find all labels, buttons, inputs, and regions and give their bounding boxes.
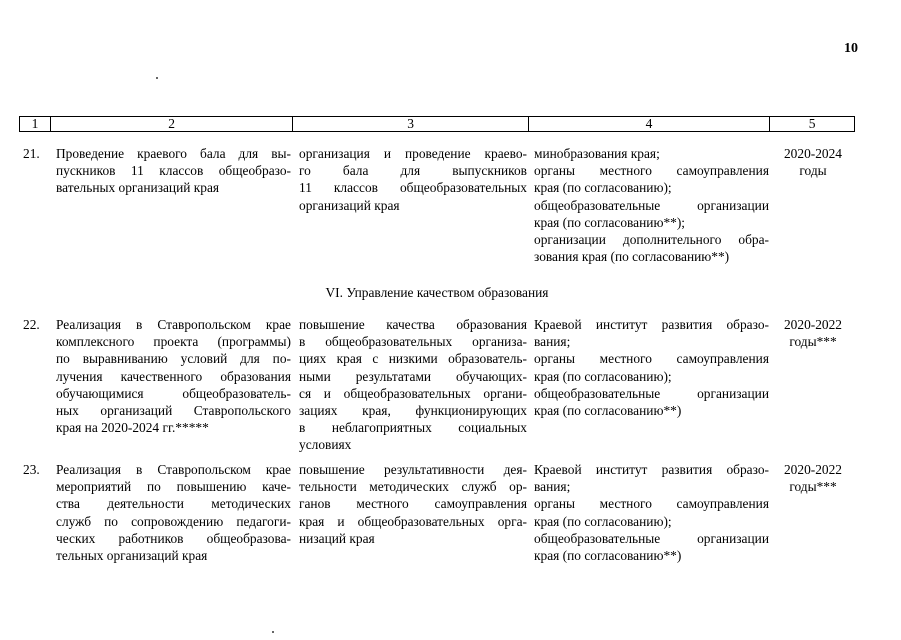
activity-name xyxy=(56,145,291,197)
text-line: Краевой институт развития образо- xyxy=(534,462,769,477)
text-line: условиях xyxy=(299,437,352,453)
text-line: ческих работников общеобразова- xyxy=(56,530,291,546)
text-line: общеобразовательные организации xyxy=(534,197,769,213)
text-line: годы xyxy=(799,163,827,179)
text-line: годы*** xyxy=(789,479,837,495)
text-line: Реализация в Ставропольском крае xyxy=(56,317,291,332)
text-line: комплексного проекта (программы) xyxy=(56,334,291,350)
text-line: 2020-2024 xyxy=(783,146,843,161)
text-line: зациях края, функционирующих xyxy=(299,403,527,419)
text-line: го бала для выпускников xyxy=(299,163,527,179)
text-line: общеобразовательные организации xyxy=(534,530,769,546)
text-line: организация и проведение краево- xyxy=(299,146,527,161)
text-line: вания; xyxy=(534,334,571,350)
text-line: органы местного самоуправления xyxy=(534,496,769,512)
column-number-5: 5 xyxy=(808,116,816,131)
section-title: VI. Управление качеством образования xyxy=(325,285,549,300)
text-line: вательных организаций края xyxy=(56,180,220,196)
text-line: зования края (по согласованию**) xyxy=(534,249,730,265)
text-line: организаций края xyxy=(299,197,400,213)
text-line: повышение результативности дея- xyxy=(299,462,527,477)
row-number: 23. xyxy=(23,462,40,477)
text-line: обучающимися общеобразователь- xyxy=(56,385,291,401)
text-line: низаций края xyxy=(299,530,375,546)
activity-term xyxy=(774,145,852,179)
column-number-1: 1 xyxy=(20,117,51,131)
text-line: края (по согласованию); xyxy=(534,180,672,196)
text-line: общеобразовательные организации xyxy=(534,385,769,401)
column-number-4: 4 xyxy=(529,117,770,131)
text-line: органы местного самоуправления xyxy=(534,351,769,367)
text-line: Реализация в Ставропольском крае xyxy=(56,462,291,477)
text-line: ганов местного самоуправления xyxy=(299,496,527,512)
activity-executors xyxy=(534,461,769,564)
text-line: лучения качественного образования xyxy=(56,368,291,384)
row-number: 22. xyxy=(23,317,40,332)
activity-term xyxy=(774,461,852,495)
activity-executors xyxy=(534,316,769,419)
text-line: мероприятий по повышению каче- xyxy=(56,479,291,495)
activity-goal xyxy=(299,145,527,214)
activity-goal xyxy=(299,316,527,454)
text-line: Краевой институт развития образо- xyxy=(534,317,769,332)
page-number: 10 xyxy=(844,41,858,56)
text-line: 2020-2022 xyxy=(783,317,843,332)
scan-speck xyxy=(156,77,158,79)
text-line: пускников 11 классов общеобразо- xyxy=(56,163,291,179)
text-line: по выравниванию условий для по- xyxy=(56,351,291,367)
text-line: края (по согласованию**) xyxy=(534,403,682,419)
text-line: повышение качества образования xyxy=(299,317,527,332)
text-line: вания; xyxy=(534,479,571,495)
text-line: края (по согласованию**) xyxy=(534,548,682,564)
text-line: тельности методических служб ор- xyxy=(299,479,527,495)
text-line: 2020-2022 xyxy=(783,462,843,477)
text-line: края (по согласованию); xyxy=(534,513,672,529)
column-number-header xyxy=(19,116,855,132)
activity-executors xyxy=(534,145,769,265)
text-line: организации дополнительного обра- xyxy=(534,232,769,248)
row-number: 21. xyxy=(23,146,40,161)
text-line: края (по согласованию**); xyxy=(534,214,686,230)
text-line: в неблагоприятных социальных xyxy=(299,420,527,436)
column-number-3: 3 xyxy=(293,117,528,131)
text-line: ся и общеобразовательных органи- xyxy=(299,385,527,401)
activity-name xyxy=(56,316,291,436)
text-line: в общеобразовательных организа- xyxy=(299,334,527,350)
text-line: годы*** xyxy=(789,334,837,350)
text-line: органы местного самоуправления xyxy=(534,163,769,179)
text-line: тельных организаций края xyxy=(56,548,208,564)
text-line: служб по сопровождению педагоги- xyxy=(56,513,291,529)
activity-term xyxy=(774,316,852,350)
text-line: края и общеобразовательных орга- xyxy=(299,513,527,529)
text-line: края на 2020-2024 гг.***** xyxy=(56,420,209,436)
activity-goal xyxy=(299,461,527,547)
activity-name xyxy=(56,461,291,564)
text-line: ных организаций Ставропольского xyxy=(56,403,291,419)
scan-speck xyxy=(272,631,274,633)
column-number-2: 2 xyxy=(51,117,293,131)
text-line: 11 классов общеобразовательных xyxy=(299,180,527,196)
text-line: минобразования края; xyxy=(534,146,660,161)
text-line: Проведение краевого бала для вы- xyxy=(56,146,291,161)
text-line: циях края с низкими образователь- xyxy=(299,351,527,367)
text-line: края (по согласованию); xyxy=(534,368,672,384)
text-line: ства деятельности методических xyxy=(56,496,291,512)
text-line: ными результатами обучающих- xyxy=(299,368,527,384)
